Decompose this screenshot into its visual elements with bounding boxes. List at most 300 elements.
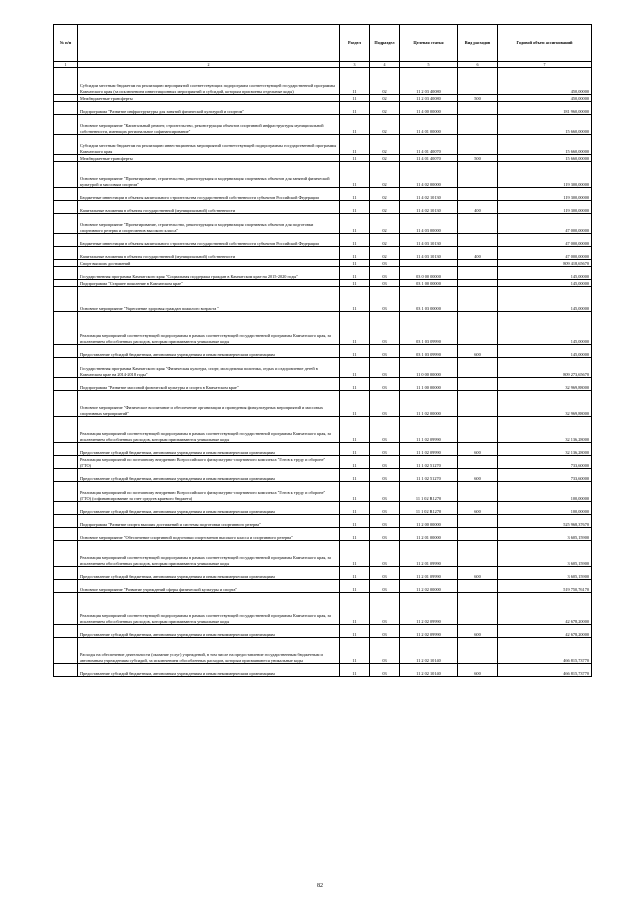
- row-number-cell: [54, 115, 78, 135]
- row-razdel-cell: 11: [340, 580, 370, 593]
- table-row: [54, 287, 592, 312]
- row-name-cell: Государственная программа Камчатского края "Физическая культура, спорт, молодежная политика, отдых и оздоровление детей в Камчатском крае на 2014-2018 годы": [78, 358, 340, 378]
- row-razdel-cell: 11: [340, 469, 370, 482]
- row-name-cell: Основное мероприятие "Физическое воспитание и обеспечение организации и проведения физкультурных мероприятий и массовых спортивных мероприятий": [78, 391, 340, 417]
- table-body: [54, 68, 592, 677]
- row-name-cell: Подпрограмма "Развитие спорта высших достижений и системы подготовки спортивного резерва": [78, 515, 340, 528]
- table-row: [54, 345, 592, 358]
- row-number-cell: [54, 188, 78, 201]
- row-target-article-cell: 11 4 03 10130: [400, 247, 458, 260]
- table-row: [54, 593, 592, 625]
- header-razdel: Раздел: [340, 25, 370, 62]
- row-target-article-cell: 11 2 00 00000: [400, 515, 458, 528]
- row-name-cell: Предоставление субсидий бюджетным, автономным учреждениям и иным некоммерческим организациям: [78, 664, 340, 677]
- row-target-article-cell: 03 0 00 00000: [400, 267, 458, 280]
- row-amount-cell: 119 300,00000: [498, 201, 592, 214]
- row-target-article-cell: 11 2 02 10140: [400, 638, 458, 664]
- row-expense-type-cell: 600: [458, 345, 498, 358]
- table-row: [54, 567, 592, 580]
- row-number-cell: [54, 102, 78, 115]
- row-amount-cell: 47 000,00000: [498, 247, 592, 260]
- row-amount-cell: 100,00000: [498, 502, 592, 515]
- row-name-cell: Основное мероприятие "Обеспечение спортивной подготовки спортсменов высокого класса и спортивного резерва": [78, 528, 340, 541]
- header-podrazdel: Подраздел: [370, 25, 400, 62]
- row-expense-type-cell: [458, 541, 498, 567]
- row-name-cell: Расходы на обеспечение деятельности (оказание услуг) учреждений, в том числе на предоставление государственным бюджетным и автономным учреждениям субсидий, за исключением обособленных расходов, которым присваиваются уникальные коды: [78, 638, 340, 664]
- row-number-cell: [54, 502, 78, 515]
- row-amount-cell: 145,00000: [498, 312, 592, 345]
- row-amount-cell: 450,00000: [498, 68, 592, 95]
- row-podrazdel-cell: 02: [370, 102, 400, 115]
- row-target-article-cell: 03 1 00 00000: [400, 280, 458, 287]
- row-number-cell: [54, 593, 78, 625]
- row-number-cell: [54, 214, 78, 234]
- row-target-article-cell: 11 4 01 40070: [400, 155, 458, 162]
- table-row: [54, 515, 592, 528]
- row-expense-type-cell: [458, 102, 498, 115]
- table-row: [54, 312, 592, 345]
- row-number-cell: [54, 528, 78, 541]
- table-row: [54, 541, 592, 567]
- table-row: [54, 482, 592, 502]
- row-name-cell: Подпрограмма "Развитие инфраструктуры для занятий физической культурой и спортом": [78, 102, 340, 115]
- row-number-cell: [54, 68, 78, 95]
- row-amount-cell: 42 678,20000: [498, 593, 592, 625]
- row-name-cell: Предоставление субсидий бюджетным, автономным учреждениям и иным некоммерческим организациям: [78, 345, 340, 358]
- row-razdel-cell: 11: [340, 502, 370, 515]
- row-name-cell: Подпрограмма "Старшее поколение в Камчатском крае": [78, 280, 340, 287]
- col-num-7: 7: [498, 62, 592, 68]
- row-expense-type-cell: [458, 456, 498, 469]
- row-amount-cell: 145,00000: [498, 267, 592, 280]
- row-amount-cell: 3 605,15900: [498, 541, 592, 567]
- row-name-cell: Межбюджетные трансферты: [78, 95, 340, 102]
- row-name-cell: Бюджетные инвестиции в объекты капитального строительства государственной собственности субъектов Российской Федерации: [78, 188, 340, 201]
- row-name-cell: Реализация мероприятий соответствующей подпрограммы в рамках соответствующей государственной программы Камчатского края, за исключением обособленных расходов, которым присваиваются уникальные коды: [78, 541, 340, 567]
- row-expense-type-cell: [458, 378, 498, 391]
- row-target-article-cell: 11 1 02 51270: [400, 469, 458, 482]
- row-razdel-cell: 11: [340, 201, 370, 214]
- header-target-article: Целевая статья: [400, 25, 458, 62]
- row-number-cell: [54, 345, 78, 358]
- row-podrazdel-cell: 03: [370, 625, 400, 638]
- header-expense-type: Вид расходов: [458, 25, 498, 62]
- row-target-article-cell: 11 2 02 10140: [400, 664, 458, 677]
- table-row: [54, 188, 592, 201]
- row-target-article-cell: 11 2 03 40080: [400, 68, 458, 95]
- row-expense-type-cell: [458, 287, 498, 312]
- row-target-article-cell: 11 4 02 10130: [400, 188, 458, 201]
- row-number-cell: [54, 482, 78, 502]
- row-name-cell: Предоставление субсидий бюджетным, автономным учреждениям и иным некоммерческим организациям: [78, 625, 340, 638]
- row-name-cell: Субсидии местным бюджетам на реализацию инвестиционных мероприятий соответствующей подпрограммы государственной программы Камчатского края: [78, 135, 340, 155]
- row-expense-type-cell: 600: [458, 469, 498, 482]
- row-razdel-cell: 11: [340, 417, 370, 443]
- row-expense-type-cell: [458, 593, 498, 625]
- row-amount-cell: 809 418,65670: [498, 260, 592, 267]
- table-row: [54, 378, 592, 391]
- table-row: [54, 95, 592, 102]
- row-name-cell: Государственная программа Камчатского края "Социальная поддержка граждан в Камчатском крае на 2015-2020 годы": [78, 267, 340, 280]
- row-number-cell: [54, 469, 78, 482]
- table-row: [54, 280, 592, 287]
- page-number: 82: [317, 883, 323, 889]
- row-name-cell: Предоставление субсидий бюджетным, автономным учреждениям и иным некоммерческим организациям: [78, 567, 340, 580]
- row-expense-type-cell: 500: [458, 155, 498, 162]
- row-razdel-cell: 11: [340, 625, 370, 638]
- header-row: [54, 25, 592, 62]
- budget-table-wrapper: [53, 24, 591, 677]
- row-name-cell: Бюджетные инвестиции в объекты капитального строительства государственной собственности субъектов Российской Федерации: [78, 234, 340, 247]
- row-name-cell: Капитальные вложения в объекты государственной (муниципальной) собственности: [78, 201, 340, 214]
- row-podrazdel-cell: 03: [370, 528, 400, 541]
- row-expense-type-cell: [458, 214, 498, 234]
- row-razdel-cell: 11: [340, 593, 370, 625]
- table-row: [54, 625, 592, 638]
- col-num-3: 3: [340, 62, 370, 68]
- row-podrazdel-cell: 03: [370, 638, 400, 664]
- row-expense-type-cell: [458, 638, 498, 664]
- row-expense-type-cell: [458, 580, 498, 593]
- row-target-article-cell: 11 4 02 00000: [400, 162, 458, 188]
- header-annual-amount: Годовой объем ассигнований: [498, 25, 592, 62]
- row-podrazdel-cell: 02: [370, 155, 400, 162]
- row-target-article-cell: 11 4 01 40070: [400, 135, 458, 155]
- row-razdel-cell: 11: [340, 162, 370, 188]
- row-expense-type-cell: 600: [458, 502, 498, 515]
- table-row: [54, 68, 592, 95]
- row-name-cell: Основное мероприятие "Развитие учреждений сферы физической культуры и спорта": [78, 580, 340, 593]
- row-name-cell: Реализация мероприятий соответствующей подпрограммы в рамках соответствующей государственной программы Камчатского края, за исключением обособленных расходов, которым присваиваются уникальные коды: [78, 417, 340, 443]
- row-target-article-cell: 11 1 02 51270: [400, 456, 458, 469]
- table-row: [54, 214, 592, 234]
- row-target-article-cell: 11 4 01 00000: [400, 115, 458, 135]
- row-podrazdel-cell: 03: [370, 502, 400, 515]
- col-num-1: 1: [54, 62, 78, 68]
- row-target-article-cell: 11 2 01 09990: [400, 541, 458, 567]
- row-expense-type-cell: [458, 528, 498, 541]
- table-row: [54, 155, 592, 162]
- row-target-article-cell: 03 1 03 09990: [400, 345, 458, 358]
- row-razdel-cell: 11: [340, 482, 370, 502]
- row-amount-cell: 119 300,00000: [498, 188, 592, 201]
- row-amount-cell: 450,00000: [498, 95, 592, 102]
- row-name-cell: Предоставление субсидий бюджетным, автономным учреждениям и иным некоммерческим организациям: [78, 502, 340, 515]
- row-amount-cell: 466 815,73770: [498, 638, 592, 664]
- table-row: [54, 417, 592, 443]
- row-target-article-cell: 11 2 02 00000: [400, 580, 458, 593]
- row-name-cell: Капитальные вложения в объекты государственной (муниципальной) собственности: [78, 247, 340, 260]
- row-podrazdel-cell: 02: [370, 95, 400, 102]
- row-amount-cell: 525 968,37670: [498, 515, 592, 528]
- row-expense-type-cell: [458, 267, 498, 280]
- row-name-cell: Основное мероприятие "Проектирование, строительство, реконструкция и модернизация спортивных объектов для занятий физической культурой и массовым спортом": [78, 162, 340, 188]
- row-podrazdel-cell: 03: [370, 345, 400, 358]
- table-row: [54, 443, 592, 456]
- row-number-cell: [54, 201, 78, 214]
- row-amount-cell: 519 750,76170: [498, 580, 592, 593]
- row-podrazdel-cell: 03: [370, 358, 400, 378]
- header-name: [78, 25, 340, 62]
- row-name-cell: Межбюджетные трансферты: [78, 155, 340, 162]
- row-razdel-cell: 11: [340, 247, 370, 260]
- row-target-article-cell: 11 2 03 40080: [400, 95, 458, 102]
- table-row: [54, 469, 592, 482]
- row-amount-cell: 32 969,88000: [498, 391, 592, 417]
- row-number-cell: [54, 162, 78, 188]
- row-number-cell: [54, 580, 78, 593]
- row-razdel-cell: 11: [340, 214, 370, 234]
- table-row: [54, 456, 592, 469]
- row-expense-type-cell: 500: [458, 95, 498, 102]
- row-name-cell: Субсидии местным бюджетам на реализацию мероприятий соответствующих подпрограмм соответствующей государственной программы Камчатского края (за исключением инвестиционных мероприятий и субсидий, которым присвоены отдельные коды): [78, 68, 340, 95]
- row-razdel-cell: 11: [340, 135, 370, 155]
- row-razdel-cell: 11: [340, 515, 370, 528]
- table-row: [54, 260, 592, 267]
- row-name-cell: Реализация мероприятий соответствующей подпрограммы в рамках соответствующей государственной программы Камчатского края, за исключением обособленных расходов, которым присваиваются уникальные коды: [78, 312, 340, 345]
- row-target-article-cell: [400, 260, 458, 267]
- row-razdel-cell: 11: [340, 638, 370, 664]
- row-number-cell: [54, 456, 78, 469]
- row-razdel-cell: 11: [340, 260, 370, 267]
- row-expense-type-cell: [458, 280, 498, 287]
- row-number-cell: [54, 638, 78, 664]
- row-razdel-cell: 11: [340, 391, 370, 417]
- row-name-cell: Подпрограмма "Развитие массовой физической культуры и спорта в Камчатском крае": [78, 378, 340, 391]
- row-razdel-cell: 11: [340, 664, 370, 677]
- table-row: [54, 358, 592, 378]
- row-podrazdel-cell: 02: [370, 135, 400, 155]
- row-razdel-cell: 11: [340, 312, 370, 345]
- table-row: [54, 201, 592, 214]
- header-number: № п/п: [54, 25, 78, 62]
- row-podrazdel-cell: 03: [370, 515, 400, 528]
- row-target-article-cell: 11 0 00 00000: [400, 358, 458, 378]
- row-razdel-cell: 11: [340, 287, 370, 312]
- row-amount-cell: 42 678,20000: [498, 625, 592, 638]
- row-podrazdel-cell: 03: [370, 260, 400, 267]
- row-amount-cell: 733,60000: [498, 469, 592, 482]
- row-amount-cell: 47 000,00000: [498, 234, 592, 247]
- row-expense-type-cell: [458, 417, 498, 443]
- col-num-4: 4: [370, 62, 400, 68]
- row-podrazdel-cell: 02: [370, 201, 400, 214]
- col-num-2: 2: [78, 62, 340, 68]
- row-name-cell: Предоставление субсидий бюджетным, автономным учреждениям и иным некоммерческим организациям: [78, 469, 340, 482]
- row-amount-cell: 145,00000: [498, 287, 592, 312]
- row-amount-cell: 100,00000: [498, 482, 592, 502]
- row-amount-cell: 3 605,15900: [498, 567, 592, 580]
- row-amount-cell: 466 815,73770: [498, 664, 592, 677]
- row-name-cell: Основное мероприятие "Проектирование, строительство, реконструкция и модернизация спортивных объектов для подготовки спортивного резерва и спортсменов высокого класса": [78, 214, 340, 234]
- table-row: [54, 528, 592, 541]
- row-podrazdel-cell: 03: [370, 541, 400, 567]
- row-target-article-cell: 11 1 02 00000: [400, 391, 458, 417]
- row-razdel-cell: 11: [340, 188, 370, 201]
- col-num-5: 5: [400, 62, 458, 68]
- row-name-cell: Основное мероприятие "Капитальный ремонт, строительство, реконструкция объектов спортивной инфраструктуры муниципальной собственности, имеющих региональное софинансирование": [78, 115, 340, 135]
- row-razdel-cell: 11: [340, 234, 370, 247]
- row-expense-type-cell: [458, 260, 498, 267]
- row-number-cell: [54, 378, 78, 391]
- col-num-6: 6: [458, 62, 498, 68]
- row-number-cell: [54, 280, 78, 287]
- row-name-cell: Основное мероприятие "Укрепление здоровья граждан пожилого возраста ": [78, 287, 340, 312]
- row-target-article-cell: 11 4 02 10130: [400, 201, 458, 214]
- row-razdel-cell: 11: [340, 102, 370, 115]
- row-number-cell: [54, 515, 78, 528]
- row-name-cell: Реализация мероприятий по поэтапному внедрению Всероссийского физкультурно-спортивного комплекса "Готов к труду и обороне" (ГТО) (софинансирование за счет средств краевого бюджета): [78, 482, 340, 502]
- row-expense-type-cell: [458, 188, 498, 201]
- row-number-cell: [54, 260, 78, 267]
- row-amount-cell: 145,00000: [498, 280, 592, 287]
- row-amount-cell: 733,60000: [498, 456, 592, 469]
- row-podrazdel-cell: 03: [370, 664, 400, 677]
- row-number-cell: [54, 135, 78, 155]
- row-name-cell: Реализация мероприятий соответствующей подпрограммы в рамках соответствующей государственной программы Камчатского края, за исключением обособленных расходов, которым присваиваются уникальные коды: [78, 593, 340, 625]
- row-amount-cell: 15 660,00000: [498, 115, 592, 135]
- row-podrazdel-cell: 03: [370, 593, 400, 625]
- row-number-cell: [54, 664, 78, 677]
- row-podrazdel-cell: 03: [370, 267, 400, 280]
- row-target-article-cell: 11 4 00 00000: [400, 102, 458, 115]
- row-expense-type-cell: 600: [458, 443, 498, 456]
- row-razdel-cell: 11: [340, 378, 370, 391]
- row-amount-cell: 15 660,00000: [498, 155, 592, 162]
- row-target-article-cell: 11 2 02 09990: [400, 625, 458, 638]
- row-razdel-cell: 11: [340, 95, 370, 102]
- row-number-cell: [54, 417, 78, 443]
- row-number-cell: [54, 234, 78, 247]
- row-number-cell: [54, 267, 78, 280]
- row-razdel-cell: 11: [340, 115, 370, 135]
- row-number-cell: [54, 567, 78, 580]
- row-target-article-cell: 11 1 02 09990: [400, 417, 458, 443]
- row-target-article-cell: 11 1 02 09990: [400, 443, 458, 456]
- row-target-article-cell: 03 1 03 09990: [400, 312, 458, 345]
- row-razdel-cell: 11: [340, 280, 370, 287]
- row-number-cell: [54, 155, 78, 162]
- row-target-article-cell: 11 2 01 00000: [400, 528, 458, 541]
- row-target-article-cell: 11 1 02 R1270: [400, 482, 458, 502]
- row-expense-type-cell: [458, 515, 498, 528]
- row-expense-type-cell: [458, 135, 498, 155]
- row-target-article-cell: 11 4 03 10130: [400, 234, 458, 247]
- row-amount-cell: 809 273,65670: [498, 358, 592, 378]
- row-podrazdel-cell: 02: [370, 162, 400, 188]
- row-expense-type-cell: [458, 312, 498, 345]
- row-amount-cell: 47 000,00000: [498, 214, 592, 234]
- row-razdel-cell: 11: [340, 68, 370, 95]
- row-target-article-cell: 11 2 01 09990: [400, 567, 458, 580]
- row-podrazdel-cell: 03: [370, 567, 400, 580]
- row-razdel-cell: 11: [340, 358, 370, 378]
- row-target-article-cell: 11 1 02 R1270: [400, 502, 458, 515]
- row-podrazdel-cell: 02: [370, 188, 400, 201]
- row-razdel-cell: 11: [340, 528, 370, 541]
- table-row: [54, 502, 592, 515]
- row-amount-cell: 145,00000: [498, 345, 592, 358]
- row-podrazdel-cell: 03: [370, 482, 400, 502]
- row-podrazdel-cell: 03: [370, 280, 400, 287]
- row-expense-type-cell: [458, 358, 498, 378]
- row-expense-type-cell: [458, 68, 498, 95]
- row-amount-cell: 119 300,00000: [498, 162, 592, 188]
- table-row: [54, 267, 592, 280]
- table-row: [54, 638, 592, 664]
- row-target-article-cell: 03 1 03 00000: [400, 287, 458, 312]
- row-expense-type-cell: 400: [458, 201, 498, 214]
- row-expense-type-cell: [458, 115, 498, 135]
- table-row: [54, 162, 592, 188]
- row-number-cell: [54, 247, 78, 260]
- table-row: [54, 234, 592, 247]
- row-podrazdel-cell: 03: [370, 580, 400, 593]
- row-podrazdel-cell: 02: [370, 234, 400, 247]
- row-number-cell: [54, 391, 78, 417]
- row-amount-cell: 32 969,88000: [498, 378, 592, 391]
- row-podrazdel-cell: 02: [370, 247, 400, 260]
- table-row: [54, 391, 592, 417]
- row-target-article-cell: 11 4 03 00000: [400, 214, 458, 234]
- row-podrazdel-cell: 03: [370, 456, 400, 469]
- row-number-cell: [54, 312, 78, 345]
- row-number-cell: [54, 287, 78, 312]
- row-name-cell: Предоставление субсидий бюджетным, автономным учреждениям и иным некоммерческим организациям: [78, 443, 340, 456]
- table-row: [54, 135, 592, 155]
- row-amount-cell: 3 605,15900: [498, 528, 592, 541]
- row-target-article-cell: 11 1 00 00000: [400, 378, 458, 391]
- table-row: [54, 115, 592, 135]
- row-podrazdel-cell: 03: [370, 312, 400, 345]
- row-razdel-cell: 11: [340, 345, 370, 358]
- row-razdel-cell: 11: [340, 456, 370, 469]
- row-expense-type-cell: 400: [458, 247, 498, 260]
- row-razdel-cell: 11: [340, 443, 370, 456]
- row-podrazdel-cell: 03: [370, 391, 400, 417]
- row-podrazdel-cell: 03: [370, 378, 400, 391]
- row-podrazdel-cell: 02: [370, 214, 400, 234]
- row-razdel-cell: 11: [340, 155, 370, 162]
- row-number-cell: [54, 358, 78, 378]
- row-podrazdel-cell: 03: [370, 287, 400, 312]
- row-amount-cell: 181 960,00000: [498, 102, 592, 115]
- row-expense-type-cell: [458, 234, 498, 247]
- row-podrazdel-cell: 03: [370, 417, 400, 443]
- row-expense-type-cell: [458, 391, 498, 417]
- row-expense-type-cell: [458, 162, 498, 188]
- row-podrazdel-cell: 03: [370, 469, 400, 482]
- row-amount-cell: 32 136,28000: [498, 417, 592, 443]
- table-row: [54, 102, 592, 115]
- table-row: [54, 580, 592, 593]
- row-razdel-cell: 11: [340, 567, 370, 580]
- row-name-cell: Спорт высших достижений: [78, 260, 340, 267]
- row-amount-cell: 15 660,00000: [498, 135, 592, 155]
- table-row: [54, 247, 592, 260]
- row-podrazdel-cell: 02: [370, 115, 400, 135]
- budget-table: [53, 24, 592, 677]
- row-podrazdel-cell: 03: [370, 443, 400, 456]
- row-number-cell: [54, 541, 78, 567]
- row-number-cell: [54, 443, 78, 456]
- row-name-cell: Реализация мероприятий по поэтапному внедрению Всероссийского физкультурно-спортивного комплекса "Готов к труду и обороне" (ГТО): [78, 456, 340, 469]
- row-razdel-cell: 11: [340, 541, 370, 567]
- row-expense-type-cell: 600: [458, 625, 498, 638]
- row-target-article-cell: 11 2 02 09990: [400, 593, 458, 625]
- row-expense-type-cell: 600: [458, 567, 498, 580]
- row-amount-cell: 32 136,28000: [498, 443, 592, 456]
